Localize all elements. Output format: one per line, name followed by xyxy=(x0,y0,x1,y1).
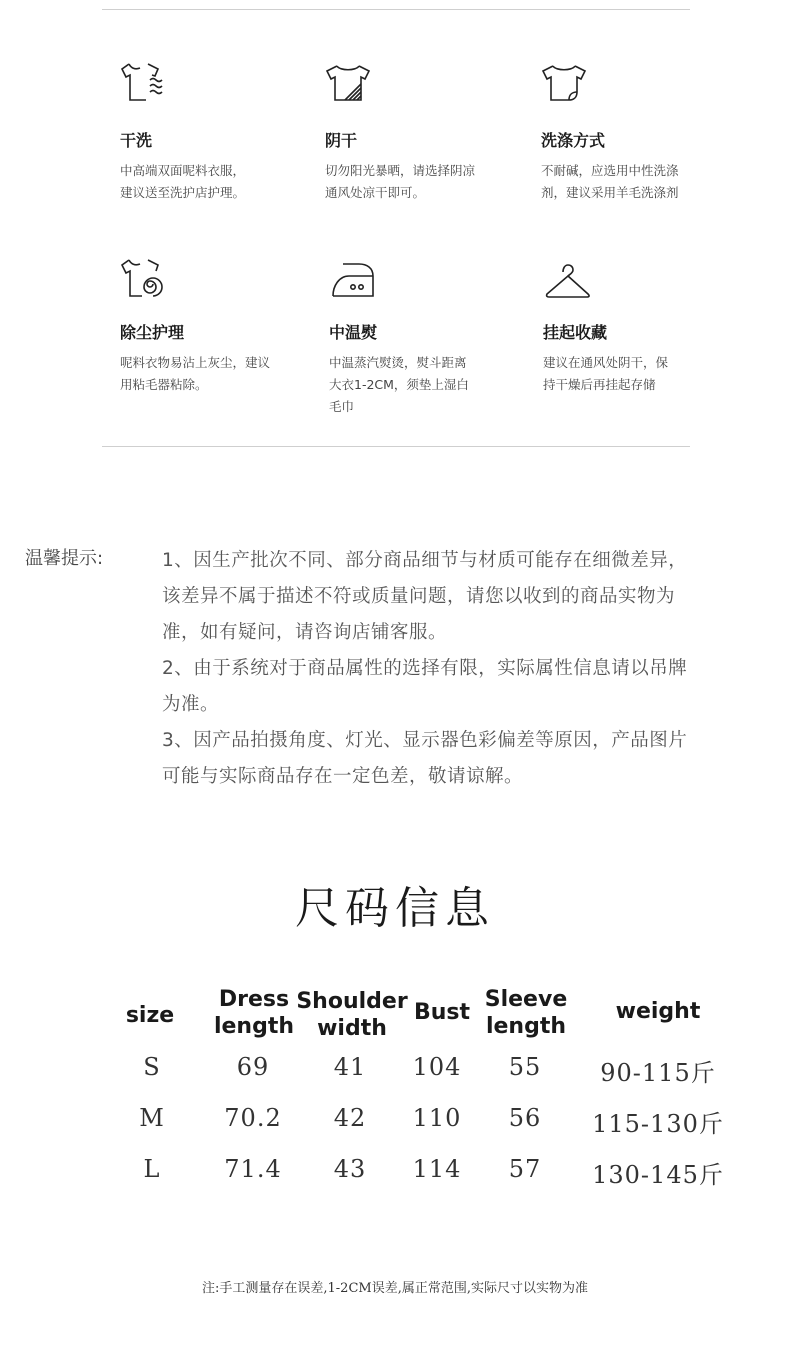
column-header-sleeve-length xyxy=(476,986,576,1040)
column-header-text: Sleeve xyxy=(484,987,568,1012)
care-desc xyxy=(329,352,509,418)
notice-line: 1、因生产批次不同、部分商品细节与材质可能存在细微差异， xyxy=(162,550,688,571)
care-desc xyxy=(120,160,300,204)
care-title: 中温熨 xyxy=(329,323,378,342)
table-cell: 41 xyxy=(333,1053,367,1081)
column-header-weight xyxy=(598,998,718,1025)
care-desc-line: 建议送至洗护店护理。 xyxy=(120,185,246,200)
column-header-text: length xyxy=(213,1014,295,1039)
tshirt-detergent-icon xyxy=(541,62,589,106)
care-title: 洗涤方式 xyxy=(541,131,606,150)
column-header-text: weight xyxy=(615,999,701,1024)
notice-label: 温馨提示: xyxy=(25,548,104,569)
table-cell: 115-130斤 xyxy=(592,1110,724,1138)
care-item-shade-dry xyxy=(325,62,525,200)
column-header-text: size xyxy=(125,1003,175,1028)
column-header-text: Shoulder xyxy=(296,989,408,1014)
column-header-text: length xyxy=(485,1014,567,1039)
table-cell: 57 xyxy=(508,1155,542,1183)
notice-line: 2、由于系统对于商品属性的选择有限，实际属性信息请以吊牌 xyxy=(162,658,688,679)
table-cell: L xyxy=(143,1155,161,1183)
table-cell: 43 xyxy=(333,1155,367,1183)
care-title: 阴干 xyxy=(325,131,358,150)
table-cell: S xyxy=(143,1053,161,1081)
care-title: 除尘护理 xyxy=(120,323,185,342)
table-cell: 42 xyxy=(333,1104,367,1132)
bottom-divider xyxy=(102,446,690,447)
care-desc-line: 建议在通风处阴干，保 xyxy=(543,355,669,370)
care-desc xyxy=(541,160,721,204)
table-cell: 114 xyxy=(412,1155,462,1183)
table-cell: 69 xyxy=(236,1053,270,1081)
care-desc-line: 中高端双面呢料衣服， xyxy=(120,163,246,178)
top-divider xyxy=(102,9,690,10)
care-desc-line: 不耐碱，应选用中性洗涤 xyxy=(541,163,679,178)
care-desc-line: 剂，建议采用羊毛洗涤剂 xyxy=(541,185,679,200)
care-desc-line: 用粘毛器粘除。 xyxy=(120,377,208,392)
care-desc-line: 通风处凉干即可。 xyxy=(325,185,426,200)
column-header-text: width xyxy=(317,1016,387,1041)
care-item-medium-iron xyxy=(329,258,529,414)
notice-line: 该差异不属于描述不符或质量问题，请您以收到的商品实物为 xyxy=(162,586,676,607)
care-item-wash-method xyxy=(541,62,741,200)
notice-line: 可能与实际商品存在一定色差，敬请谅解。 xyxy=(162,766,524,787)
table-cell: M xyxy=(139,1104,165,1132)
table-cell: 55 xyxy=(508,1053,542,1081)
table-cell: 70.2 xyxy=(224,1104,282,1132)
care-desc-line: 呢料衣物易沾上灰尘，建议 xyxy=(120,355,271,370)
table-cell: 71.4 xyxy=(224,1155,282,1183)
table-cell: 110 xyxy=(412,1104,462,1132)
care-desc-line: 毛巾 xyxy=(329,399,355,414)
tshirt-shade-icon xyxy=(325,62,373,106)
notice-line: 准，如有疑问，请咨询店铺客服。 xyxy=(162,622,448,643)
care-item-hang-storage xyxy=(543,258,743,392)
care-desc xyxy=(120,352,300,396)
tshirt-wash-icon xyxy=(120,62,168,106)
column-header-text: Dress xyxy=(218,987,290,1012)
care-desc-line: 大衣1-2CM，须垫上湿白 xyxy=(329,377,469,392)
care-desc xyxy=(325,160,505,204)
column-header-text: Bust xyxy=(413,1000,471,1025)
care-desc xyxy=(543,352,723,396)
size-info-title: 尺码信息 xyxy=(295,883,495,934)
table-cell: 56 xyxy=(508,1104,542,1132)
table-cell: 104 xyxy=(412,1053,462,1081)
care-item-dry-clean xyxy=(120,62,320,200)
hanger-icon xyxy=(543,258,591,302)
care-desc-line: 持干燥后再挂起存储 xyxy=(543,377,656,392)
notice-line: 3、因产品拍摄角度、灯光、显示器色彩偏差等原因，产品图片 xyxy=(162,730,688,751)
table-cell: 130-145斤 xyxy=(592,1161,724,1189)
measurement-note: 注:手工测量存在误差,1-2CM误差,属正常范围,实际尺寸以实物为准 xyxy=(202,1281,588,1296)
care-title: 挂起收藏 xyxy=(543,323,608,342)
care-item-dust-care xyxy=(120,258,320,392)
care-desc-line: 中温蒸汽熨烫，熨斗距离 xyxy=(329,355,467,370)
tshirt-dust-icon xyxy=(120,258,168,302)
notice-line: 为准。 xyxy=(162,694,220,715)
care-desc-line: 切勿阳光暴晒，请选择阴凉 xyxy=(325,163,476,178)
column-header-dress-length xyxy=(204,986,304,1040)
iron-icon xyxy=(329,258,377,302)
column-header-size xyxy=(100,1002,200,1029)
care-title: 干洗 xyxy=(120,131,153,150)
table-cell: 90-115斤 xyxy=(600,1059,716,1087)
